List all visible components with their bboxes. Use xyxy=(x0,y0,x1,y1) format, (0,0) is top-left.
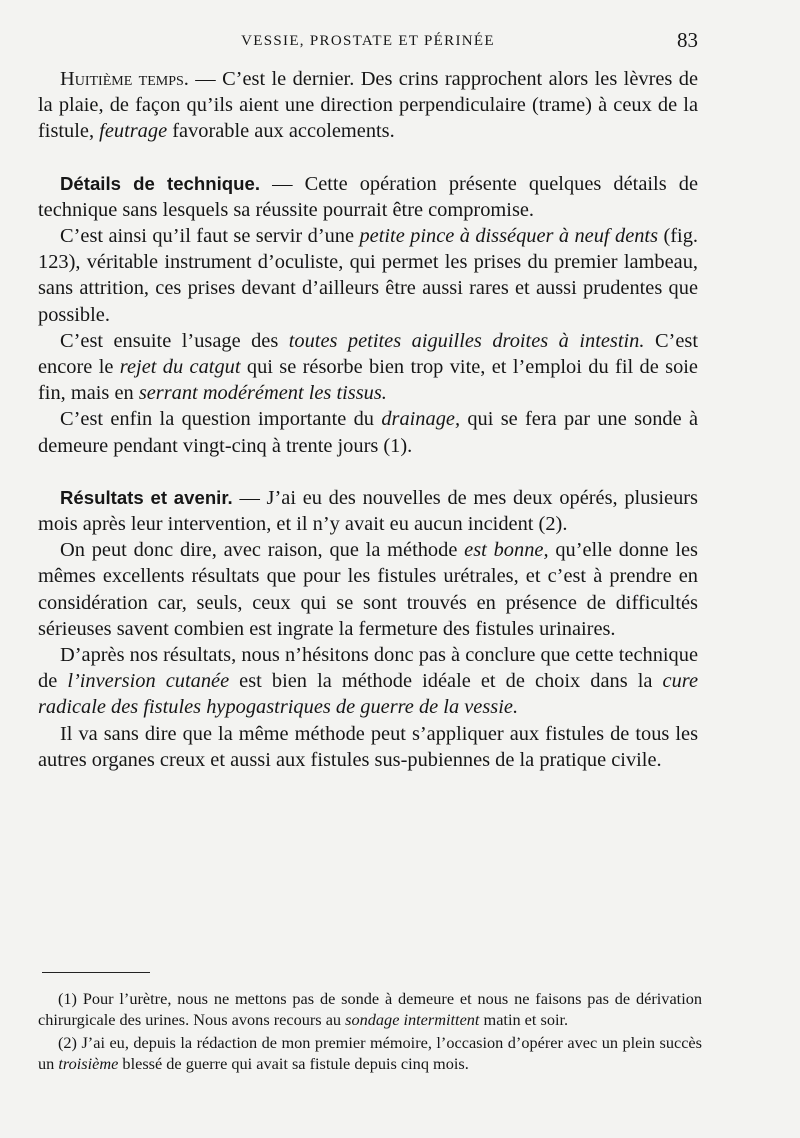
text: — Cette opération présente quelques détails de technique sans lesquels sa réussite pourrait être compromise. xyxy=(38,172,699,221)
paragraph-aiguilles xyxy=(38,328,698,407)
footnotes xyxy=(38,988,702,1076)
running-title: VESSIE, PROSTATE ET PÉRINÉE xyxy=(241,33,495,49)
paragraph-drainage xyxy=(38,406,698,458)
emphasis: est bonne, xyxy=(464,539,549,562)
paragraph-pince xyxy=(38,223,698,328)
footnote-rule xyxy=(42,972,150,973)
paragraph-huitieme-temps xyxy=(38,66,698,145)
text: blessé de guerre qui avait sa fistule depuis cinq mois. xyxy=(118,1054,469,1073)
footnote-1 xyxy=(38,988,702,1030)
text: — J’ai eu des nouvelles de mes deux opérés, plusieurs mois après leur intervention, et il n’y avait eu aucun incident (2). xyxy=(38,486,698,536)
footnote-2 xyxy=(38,1032,702,1074)
emphasis: l’inversion cutanée xyxy=(67,670,230,693)
body-text xyxy=(38,66,698,773)
section-heading: Résultats et avenir. xyxy=(60,486,233,508)
paragraph-pratique-civile xyxy=(38,721,698,773)
page-number: 83 xyxy=(677,28,698,52)
text: C’est ainsi qu’il faut se servir d’une xyxy=(60,225,360,248)
text: (fig. 123), véritable instrument d’oculiste, qui permet les prises du premier lambeau, sans attrition, ces prises devant d’ailleurs être aussi rares et aussi prudentes que possible. xyxy=(38,225,698,326)
emphasis: serrant modérément les tissus. xyxy=(138,382,387,405)
emphasis: rejet du catgut xyxy=(119,356,241,379)
text: (2) J’ai eu, depuis la rédaction de mon premier mémoire, l’occasion d’opérer avec un plein succès un xyxy=(38,1033,702,1073)
emphasis: toutes petites aiguilles droites à intestin. xyxy=(288,329,645,352)
section-heading: Détails de technique. xyxy=(60,172,260,194)
text: Il va sans dire que la même méthode peut s’appliquer aux fistules de tous les autres organes creux et aussi aux fistules sus-pubiennes de la pratique civile. xyxy=(38,722,698,771)
text: qui se fera par une sonde à demeure pendant vingt-cinq à trente jours (1). xyxy=(38,408,698,457)
running-head xyxy=(38,30,698,54)
text: D’après nos résultats, nous n’hésitons donc pas à conclure que cette technique de xyxy=(38,644,698,693)
text: (1) Pour l’urètre, nous ne mettons pas de sonde à demeure et nous ne faisons pas de dérivation chirurgicale des urines. Nous avons recours au xyxy=(38,989,702,1029)
section-lead: Huitième temps. xyxy=(60,68,189,90)
emphasis: drainage, xyxy=(381,408,461,431)
text: On peut donc dire, avec raison, que la méthode xyxy=(60,539,465,562)
emphasis: troisième xyxy=(58,1054,119,1073)
text: — C’est le dernier. Des crins rapprochent alors les lèvres de la plaie, de façon qu’ils aient une direction perpendiculaire (trame) à ceux de la fistule, xyxy=(38,68,698,143)
text: C’est enfin la question importante du xyxy=(60,408,382,431)
emphasis: sondage intermittent xyxy=(345,1010,480,1029)
emphasis: cure radicale des fistules hypogastriques de guerre de la vessie. xyxy=(38,670,699,719)
text: C’est encore le xyxy=(38,329,698,379)
emphasis: petite pince à disséquer à neuf dents xyxy=(359,225,659,248)
text: qu’elle donne les mêmes excellents résultats que pour les fistules urétrales, et c’est à prendre en considération car, seuls, ceux qui se sont trouvés en présence de difficultés sérieuses savent combien est ingrate la fermeture des fistules urinaires. xyxy=(38,539,698,640)
paragraph-methode-bonne xyxy=(38,537,698,642)
text: est bien la méthode idéale et de choix dans la xyxy=(229,670,663,693)
paragraph-conclusion xyxy=(38,642,698,721)
emphasis: feutrage xyxy=(99,120,168,143)
paragraph-resultats xyxy=(38,485,698,537)
text: favorable aux accolements. xyxy=(167,120,395,143)
text: C’est ensuite l’usage des xyxy=(60,329,289,352)
paragraph-details-technique xyxy=(38,171,698,223)
text: qui se résorbe bien trop vite, et l’emploi du fil de soie fin, mais en xyxy=(38,356,698,405)
text: matin et soir. xyxy=(479,1010,569,1029)
